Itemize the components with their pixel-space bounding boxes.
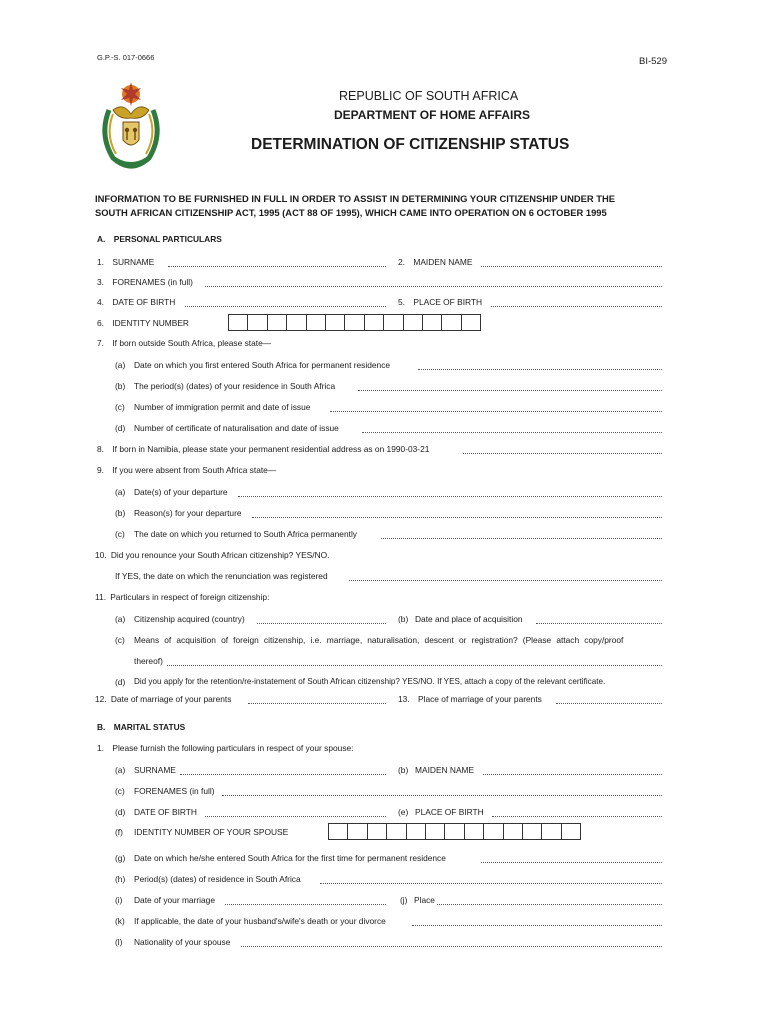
q11a-field[interactable]: [257, 623, 386, 624]
spouse-forenames-field[interactable]: [222, 795, 662, 796]
marriage-date-marker: (i): [115, 895, 123, 905]
q11a-label: Citizenship acquired (country): [134, 614, 245, 624]
spouse-entry-label: Date on which he/she entered South Africa for the first time for permanent residence: [134, 853, 446, 863]
q7c-field[interactable]: [330, 411, 662, 412]
marriage-date-label: Date of your marriage: [134, 895, 215, 905]
q10-sub-label: If YES, the date on which the renunciation was registered: [115, 571, 328, 581]
spouse-nationality-field[interactable]: [241, 946, 662, 947]
q9b-label: Reason(s) for your departure: [134, 508, 242, 518]
q9a-label: Date(s) of your departure: [134, 487, 228, 497]
intro-line-1: INFORMATION TO BE FURNISHED IN FULL IN ORDER TO ASSIST IN DETERMINING YOUR CITIZENSHIP UNDER THE: [95, 193, 615, 204]
q9-label: 9. If you were absent from South Africa state—: [97, 465, 277, 475]
spouse-surname-label: SURNAME: [134, 765, 176, 775]
q7-label: 7. If born outside South Africa, please state—: [97, 338, 272, 348]
spouse-intro-label: 1. Please furnish the following particulars in respect of your spouse:: [97, 743, 354, 753]
q8-label: 8. If born in Namibia, please state your permanent residential address as on 1990-03-21: [97, 444, 430, 454]
spouse-identity-number-boxes[interactable]: [328, 823, 581, 840]
spouse-surname-field[interactable]: [180, 774, 386, 775]
spouse-pob-marker: (e): [398, 807, 409, 817]
q11c-cont: thereof): [134, 656, 163, 666]
death-divorce-marker: (k): [115, 916, 125, 926]
spouse-entry-marker: (g): [115, 853, 126, 863]
q9b-marker: (b): [115, 508, 126, 518]
spouse-residence-label: Period(s) (dates) of residence in South Africa: [134, 874, 301, 884]
spouse-dob-marker: (d): [115, 807, 126, 817]
marriage-place-field[interactable]: [437, 904, 662, 905]
spouse-forenames-label: FORENAMES (in full): [134, 786, 215, 796]
surname-label: 1. SURNAME: [97, 257, 155, 267]
q11b-field[interactable]: [536, 623, 662, 624]
q7a-marker: (a): [115, 360, 126, 370]
q7d-marker: (d): [115, 423, 126, 433]
forenames-field[interactable]: [205, 286, 662, 287]
spouse-nationality-marker: (l): [115, 937, 123, 947]
q7b-marker: (b): [115, 381, 126, 391]
q11c-marker: (c): [115, 635, 125, 645]
spouse-pob-field[interactable]: [492, 816, 662, 817]
spouse-maiden-marker: (b): [398, 765, 409, 775]
spouse-entry-field[interactable]: [481, 862, 662, 863]
q9c-field[interactable]: [381, 538, 662, 539]
section-b-heading: B. MARITAL STATUS: [97, 722, 186, 732]
q7c-label: Number of immigration permit and date of issue: [134, 402, 311, 412]
q11c-field[interactable]: [167, 665, 662, 666]
page-title: DETERMINATION OF CITIZENSHIP STATUS: [251, 136, 570, 153]
q9b-field[interactable]: [252, 517, 662, 518]
q7d-label: Number of certificate of naturalisation and date of issue: [134, 423, 339, 433]
q8-field[interactable]: [463, 453, 662, 454]
coat-of-arms-icon: [95, 80, 167, 176]
q13-label: 13. Place of marriage of your parents: [398, 694, 542, 704]
spouse-dob-field[interactable]: [205, 816, 386, 817]
spouse-residence-marker: (h): [115, 874, 126, 884]
spouse-forenames-marker: (c): [115, 786, 125, 796]
death-divorce-field[interactable]: [412, 925, 662, 926]
republic-heading: REPUBLIC OF SOUTH AFRICA: [339, 89, 519, 103]
q7b-label: The period(s) (dates) of your residence in South Africa: [134, 381, 336, 391]
spouse-id-label: IDENTITY NUMBER OF YOUR SPOUSE: [134, 827, 289, 837]
maiden-name-field[interactable]: [481, 266, 662, 267]
spouse-surname-marker: (a): [115, 765, 126, 775]
q12-field[interactable]: [248, 703, 386, 704]
q9a-marker: (a): [115, 487, 126, 497]
q11c-label: Means of acquisition of foreign citizenship, i.e. marriage, naturalisation, descent or registration? (Please attach copy/proof: [134, 635, 624, 645]
q11a-marker: (a): [115, 614, 126, 624]
q10-label: 10. Did you renounce your South African citizenship? YES/NO.: [95, 550, 330, 560]
identity-number-label: 6. IDENTITY NUMBER: [97, 318, 189, 328]
q11d-label: Did you apply for the retention/re-instatement of South African citizenship? YES/NO. If YES, attach a copy of the relevant certificate.: [134, 677, 606, 686]
q7d-field[interactable]: [362, 432, 662, 433]
q10-field[interactable]: [349, 580, 662, 581]
q9a-field[interactable]: [238, 496, 662, 497]
spouse-maiden-field[interactable]: [483, 774, 662, 775]
spouse-nationality-label: Nationality of your spouse: [134, 937, 231, 947]
spouse-maiden-label: MAIDEN NAME: [415, 765, 475, 775]
q7a-field[interactable]: [418, 369, 662, 370]
spouse-residence-field[interactable]: [320, 883, 662, 884]
date-of-birth-field[interactable]: [185, 306, 386, 307]
forenames-label: 3. FORENAMES (in full): [97, 277, 193, 287]
identity-number-boxes[interactable]: [228, 314, 481, 331]
date-of-birth-label: 4. DATE OF BIRTH: [97, 297, 176, 307]
q9c-label: The date on which you returned to South Africa permanently: [134, 529, 357, 539]
q7b-field[interactable]: [358, 390, 662, 391]
q7c-marker: (c): [115, 402, 125, 412]
surname-field[interactable]: [168, 266, 386, 267]
form-number: BI-529: [639, 56, 667, 67]
q11-label: 11. Particulars in respect of foreign citizenship:: [95, 592, 270, 602]
department-heading: DEPARTMENT OF HOME AFFAIRS: [334, 108, 530, 122]
maiden-name-label: 2. MAIDEN NAME: [398, 257, 473, 267]
q11d-marker: (d): [115, 677, 126, 687]
q9c-marker: (c): [115, 529, 125, 539]
death-divorce-label: If applicable, the date of your husband's/wife's death or your divorce: [134, 916, 386, 926]
spouse-pob-label: PLACE OF BIRTH: [415, 807, 484, 817]
q11b-marker: (b): [398, 614, 409, 624]
q7a-label: Date on which you first entered South Africa for permanent residence: [134, 360, 391, 370]
q13-field[interactable]: [556, 703, 662, 704]
gps-code: G.P.-S. 017-0666: [97, 53, 155, 62]
marriage-place-marker: (j): [400, 895, 408, 905]
spouse-dob-label: DATE OF BIRTH: [134, 807, 197, 817]
spouse-id-marker: (f): [115, 827, 123, 837]
marriage-date-field[interactable]: [225, 904, 386, 905]
q12-label: 12. Date of marriage of your parents: [95, 694, 232, 704]
marriage-place-label: Place: [414, 895, 435, 905]
place-of-birth-field[interactable]: [491, 306, 662, 307]
q11b-label: Date and place of acquisition: [415, 614, 523, 624]
intro-line-2: SOUTH AFRICAN CITIZENSHIP ACT, 1995 (ACT 88 OF 1995), WHICH CAME INTO OPERATION ON 6 OCTOBER 1995: [95, 207, 607, 218]
section-a-heading: A. PERSONAL PARTICULARS: [97, 234, 222, 244]
place-of-birth-label: 5. PLACE OF BIRTH: [398, 297, 483, 307]
